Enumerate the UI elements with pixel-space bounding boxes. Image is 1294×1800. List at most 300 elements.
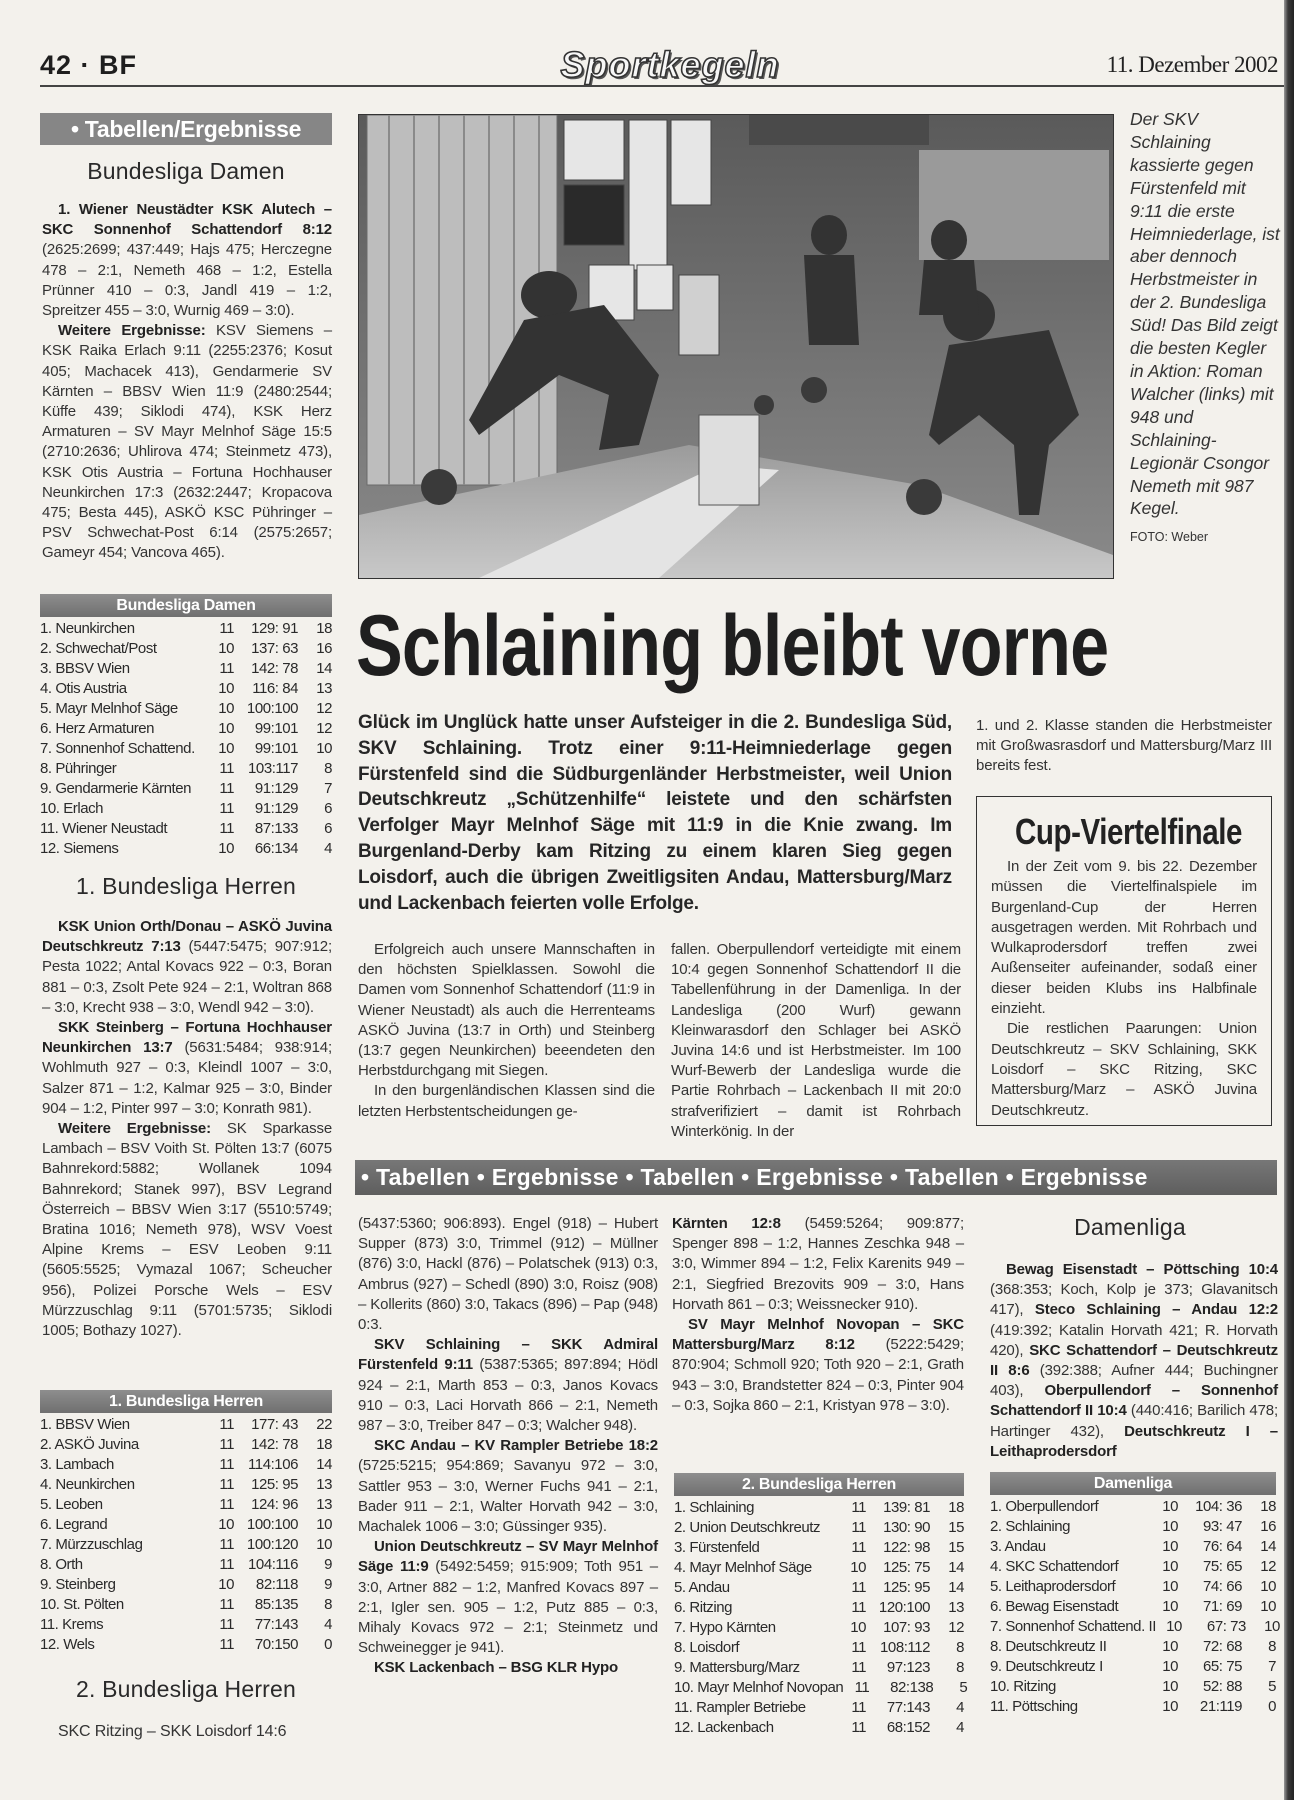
bold-text-run: SKK Steinberg – Fortuna Hochhauser Neunkirchen 13:7 <box>42 1019 332 1057</box>
team-name: 9. Deutschkreutz I <box>990 1658 1103 1675</box>
bold-text-run: Oberpullendorf – Sonnenhof Schattendorf II 10:4 <box>990 1382 1278 1420</box>
games-played: 11 <box>851 1699 866 1716</box>
table-bundesliga-damen <box>40 594 332 859</box>
table-row <box>40 1495 332 1515</box>
points: 7 <box>324 780 332 797</box>
games-played: 11 <box>219 1496 234 1513</box>
games-played: 11 <box>219 1436 234 1453</box>
games-played: 11 <box>219 1416 234 1433</box>
points: 16 <box>1260 1518 1276 1535</box>
score: 74: 66 <box>1202 1578 1242 1595</box>
points: 10 <box>1264 1618 1280 1635</box>
points: 18 <box>316 1436 332 1453</box>
cup-text <box>991 857 1257 1121</box>
games-played: 11 <box>219 800 234 817</box>
points: 12 <box>316 720 332 737</box>
games-played: 11 <box>219 1616 234 1633</box>
paragraph <box>991 1019 1257 1120</box>
text-run: In der Zeit vom 9. bis 22. Dezember müssen die Viertelfinalspiele im Burgenland-Cup der Herren ausgetragen werden. Mit Rohrbach und Wulkaprodersdorf treffen zwei Außenseiter aufeinander, sodaß einer dieser beiden Klubs ins Halbfinale einzieht. <box>991 858 1257 1018</box>
text-run: (5387:5365; 897:894; Hödl 924 – 2:1, Marth 853 – 0:3, Janos Kovacs 910 – 0:3, Laci Horvath 866 – 2:1, Nemeth 987 – 3:0, Treiber 847 – 0:3; Walcher 948). <box>358 1356 658 1435</box>
table-1-bundesliga-herren <box>40 1390 332 1655</box>
score: 93: 47 <box>1202 1518 1242 1535</box>
paragraph <box>42 1722 332 1742</box>
points: 18 <box>948 1499 964 1516</box>
team-name: 3. Lambach <box>40 1456 114 1473</box>
games-played: 11 <box>854 1679 870 1696</box>
table-row <box>40 699 332 719</box>
table-row <box>40 1435 332 1455</box>
points: 13 <box>948 1599 964 1616</box>
bold-text-run: Deutschkreutz I – Leithaprodersdorf <box>990 1422 1278 1460</box>
points: 4 <box>956 1719 964 1736</box>
kicker-tabellen-ergebnisse: • Tabellen/Ergebnisse <box>40 113 332 145</box>
bold-text-run: KSK Lackenbach – BSG KLR Hypo <box>374 1659 619 1677</box>
games-played: 11 <box>851 1639 866 1656</box>
paragraph <box>358 940 655 1081</box>
table-row <box>40 1635 332 1655</box>
games-played: 10 <box>850 1559 866 1576</box>
games-played: 10 <box>1162 1678 1178 1695</box>
text-run: (440:416; Barilich 478; Hartinger 432), <box>990 1402 1278 1440</box>
score: 104:116 <box>248 1556 298 1573</box>
table-row <box>990 1677 1276 1697</box>
score: 82:138 <box>890 1679 934 1696</box>
points: 18 <box>316 620 332 637</box>
score: 91:129 <box>254 780 298 797</box>
games-played: 10 <box>218 1576 234 1593</box>
team-name: 10. Erlach <box>40 800 104 817</box>
team-name: 10. Ritzing <box>990 1678 1056 1695</box>
table-row <box>674 1598 964 1618</box>
points: 8 <box>324 760 332 777</box>
bold-text-run: Weitere Ergebnisse: <box>58 322 206 340</box>
points: 12 <box>1260 1558 1276 1575</box>
team-name: 2. Schlaining <box>990 1518 1071 1535</box>
photo-caption <box>1130 108 1282 549</box>
score: 99:101 <box>254 720 298 737</box>
section-title: Sportkegeln <box>560 44 780 85</box>
team-name: 6. Legrand <box>40 1516 108 1533</box>
score: 125: 95 <box>883 1579 930 1596</box>
points: 10 <box>316 740 332 757</box>
table-row <box>674 1718 964 1738</box>
paragraph <box>672 1315 964 1416</box>
points: 6 <box>324 800 332 817</box>
team-name: 8. Orth <box>40 1556 83 1573</box>
table-row <box>40 1455 332 1475</box>
team-name: 6. Herz Armaturen <box>40 720 155 737</box>
team-name: 7. Sonnenhof Schattend. <box>40 740 195 757</box>
games-played: 10 <box>218 840 234 857</box>
games-played: 11 <box>219 760 234 777</box>
bold-text-run: 1. Wiener Neustädter KSK Alutech – SKC Sonnenhof Schattendorf 8:12 <box>42 201 332 239</box>
team-name: 11. Rampler Betriebe <box>674 1699 806 1716</box>
points: 0 <box>1268 1698 1276 1715</box>
games-played: 11 <box>851 1499 866 1516</box>
points: 14 <box>948 1579 964 1596</box>
points: 14 <box>316 1456 332 1473</box>
score: 52: 88 <box>1202 1678 1242 1695</box>
paragraph <box>976 716 1272 777</box>
bold-text-run: Steco Schlaining – Andau 12:2 <box>1034 1301 1278 1319</box>
text-run: In den burgenländischen Klassen sind die letzten Herbstentscheidungen ge- <box>358 1082 655 1120</box>
games-played: 10 <box>218 680 234 697</box>
score: 71: 69 <box>1202 1598 1242 1615</box>
team-name: 9. Mattersburg/Marz <box>674 1659 800 1676</box>
team-name: 11. Krems <box>40 1616 104 1633</box>
points: 12 <box>316 700 332 717</box>
points: 14 <box>316 660 332 677</box>
games-played: 10 <box>1162 1518 1178 1535</box>
score: 177: 43 <box>251 1416 298 1433</box>
team-name: 11. Pöttsching <box>990 1698 1078 1715</box>
table-row <box>674 1678 968 1698</box>
games-played: 10 <box>850 1619 866 1636</box>
paragraph <box>358 1658 658 1678</box>
team-name: 8. Pühringer <box>40 760 117 777</box>
results-bundesliga-damen <box>42 200 332 564</box>
bold-text-run: KSK Union Orth/Donau – ASKÖ Juvina Deutschkreutz 7:13 <box>42 918 332 956</box>
paragraph <box>42 1119 332 1341</box>
score: 72: 68 <box>1202 1638 1242 1655</box>
points: 8 <box>956 1659 964 1676</box>
text-run: (5222:5429; 870:904; Schmoll 920; Toth 920 – 2:1, Grath 943 – 3:0, Brandstetter 824 – 0:3, Pinter 904 – 0:3, Sojka 860 – 2:1, Kristyan 978 – 3:0). <box>672 1336 964 1414</box>
score: 77:143 <box>254 1616 298 1633</box>
games-played: 11 <box>219 1636 234 1653</box>
points: 15 <box>948 1519 964 1536</box>
paragraph <box>671 940 961 1142</box>
table-title-bar: Bundesliga Damen <box>40 594 332 617</box>
games-played: 10 <box>1166 1618 1182 1635</box>
text-run: (5437:5360; 906:893). Engel (918) – Hubert Supper (873) 3:0, Trimmel (912) – Müllner (876) 3:0, Hackl (876) – Polatschek (913) 0:3, Ambrus (927) – Schedl (890) 3:0, Roisz (908) – Kollerits (860) 3:0, Takacs (896) – Pap (948) 0:3. <box>358 1215 658 1334</box>
table-title-bar: Damenliga <box>990 1472 1276 1495</box>
score: 114:106 <box>248 1456 298 1473</box>
points: 4 <box>956 1699 964 1716</box>
points: 16 <box>316 640 332 657</box>
paragraph <box>42 1018 332 1119</box>
team-name: 9. Gendarmerie Kärnten <box>40 780 192 797</box>
table-row <box>674 1638 964 1658</box>
ribbon-tabellen-ergebnisse: • Tabellen • Ergebnisse • Tabellen • Ergebnisse • Tabellen • Ergebnisse <box>355 1160 1277 1195</box>
team-name: 3. Fürstenfeld <box>674 1539 760 1556</box>
table-damenliga <box>990 1472 1280 1717</box>
score: 142: 78 <box>251 1436 298 1453</box>
table-row <box>990 1657 1276 1677</box>
table-row <box>990 1597 1276 1617</box>
games-played: 10 <box>218 720 234 737</box>
bold-text-run: SKC Schattendorf – Deutschkreutz II 8:6 <box>990 1341 1278 1380</box>
score: 91:129 <box>254 800 298 817</box>
games-played: 11 <box>219 820 234 837</box>
points: 10 <box>1260 1598 1276 1615</box>
article-body-column-3 <box>976 716 1272 777</box>
score: 124: 96 <box>251 1496 298 1513</box>
table-row <box>40 1575 332 1595</box>
table-row <box>990 1577 1276 1597</box>
table-row <box>40 639 332 659</box>
score: 116: 84 <box>252 680 298 697</box>
points: 10 <box>316 1516 332 1533</box>
paragraph <box>42 321 332 563</box>
bold-text-run: Kärnten 12:8 <box>672 1215 781 1232</box>
points: 14 <box>1260 1538 1276 1555</box>
text-run: (5725:5215; 954:869; Savanyu 972 – 3:0, Sattler 953 – 3:0, Werner Fuchs 941 – 2:1, Bader 911 – 2:1, Walter Horvath 942 – 3:0, Machalek 1006 – 3:0; Güssinger 935). <box>358 1457 658 1536</box>
heading-2-bundesliga-herren: 2. Bundesliga Herren <box>75 1676 297 1702</box>
table-row <box>40 1615 332 1635</box>
heading-1-bundesliga-herren: 1. Bundesliga Herren <box>75 873 297 899</box>
paragraph <box>358 1436 658 1537</box>
score: 120:100 <box>878 1599 930 1616</box>
score: 100:120 <box>246 1536 298 1553</box>
score: 65: 75 <box>1202 1658 1242 1675</box>
team-name: 7. Hypo Kärnten <box>674 1619 776 1636</box>
text-run: Die restlichen Paarungen: Union Deutschkreutz – SKV Schlaining, SKK Loisdorf – SKC Ritzing, SKC Mattersburg/Marz – ASKÖ Juvina Deutschkreutz. <box>991 1020 1257 1119</box>
games-played: 10 <box>1162 1698 1178 1715</box>
article-headline: Schlaining bleibt vorne <box>356 598 1109 694</box>
score: 70:150 <box>254 1636 298 1653</box>
header-rule <box>40 85 1284 87</box>
results-damenliga <box>990 1260 1278 1462</box>
score: 77:143 <box>886 1699 930 1716</box>
games-played: 11 <box>851 1719 866 1736</box>
score: 21:119 <box>1199 1698 1242 1715</box>
table-row <box>40 779 332 799</box>
score: 99:101 <box>254 740 298 757</box>
team-name: 1. Schlaining <box>674 1499 755 1516</box>
team-name: 5. Leoben <box>40 1496 103 1513</box>
bold-text-run: Union Deutschkreutz – SV Mayr Melnhof Säge 11:9 <box>358 1538 658 1576</box>
points: 10 <box>316 1536 332 1553</box>
score: 125: 95 <box>251 1476 298 1493</box>
points: 18 <box>1260 1498 1276 1515</box>
team-name: 12. Wels <box>40 1636 95 1653</box>
table-row <box>674 1698 964 1718</box>
table-row <box>40 739 332 759</box>
points: 8 <box>1268 1638 1276 1655</box>
photo-credit: FOTO: Weber <box>1130 530 1209 545</box>
points: 8 <box>324 1596 332 1613</box>
text-run: (5631:5484; 938:914; Wohlmuth 927 – 0:3, Kleindl 1007 – 3:0, Salzer 871 – 1:2, Kalmar 925 – 3:0, Binder 904 – 1:2, Pinter 997 – 3:0; Konrath 981). <box>42 1039 332 1117</box>
team-name: 2. ASKÖ Juvina <box>40 1436 139 1453</box>
table-row <box>40 839 332 859</box>
games-played: 10 <box>1162 1558 1178 1575</box>
text-run: (2625:2699; 437:449; Hajs 475; Herczegne 478 – 2:1, Nemeth 468 – 1:2, Estella Prünner 410 – 0:3, Jandl 419 – 1:2, Spreitzer 455 – 3:0, Wurnig 469 – 3:0). <box>42 241 332 320</box>
table-row <box>40 1555 332 1575</box>
text-run: KSV Siemens – KSK Raika Erlach 9:11 (2255:2376; Kosut 405; Machacek 413), Gendarmerie SV Kärnten – BBSV Wien 11:9 (2480:2544; Küffe 439; Siklodi 474), KSK Herz Armaturen – SV Mayr Melnhof Säge 15:5 (2710:2636; Uhlirova 474; Steinmetz 473), KSK Otis Austria – Fortuna Hochhauser Neunkirchen 17:3 (2632:2447; Kropacova 475; Besta 445), ASKÖ KSC Pühringer – PSV Schwechat-Post 6:14 (2575:2657; Gameyr 454; Vancova 465). <box>42 322 333 562</box>
games-played: 10 <box>1162 1638 1178 1655</box>
table-row <box>40 1515 332 1535</box>
score: 139: 81 <box>883 1499 930 1516</box>
points: 22 <box>316 1416 332 1433</box>
games-played: 11 <box>219 1536 234 1553</box>
games-played: 11 <box>851 1579 866 1596</box>
score: 97:123 <box>886 1659 930 1676</box>
score: 142: 78 <box>251 660 298 677</box>
table-row <box>40 1475 332 1495</box>
points: 10 <box>1260 1578 1276 1595</box>
team-name: 4. Mayr Melnhof Säge <box>674 1559 812 1576</box>
points: 13 <box>316 1496 332 1513</box>
paragraph <box>358 1537 658 1658</box>
text-run: (5459:5264; 909:877; Spenger 898 – 1:2, Hannes Zeschka 948 – 3:0, Wimmer 894 – 1:2, Felix Karenits 949 – 2:1, Siegfried Brezovits 909 – 3:0, Hans Horvath 861 – 0:3; Weissnecker 910). <box>672 1215 964 1313</box>
score: 67: 73 <box>1206 1618 1246 1635</box>
bold-text-run: SKV Schlaining – SKK Admiral Fürstenfeld 9:11 <box>358 1336 658 1374</box>
table-row <box>674 1558 964 1578</box>
table-row <box>674 1518 964 1538</box>
paragraph <box>42 200 332 321</box>
games-played: 11 <box>219 620 234 637</box>
games-played: 10 <box>218 700 234 717</box>
paragraph <box>42 917 332 1018</box>
table-row <box>674 1498 964 1518</box>
points: 14 <box>948 1559 964 1576</box>
table-title-bar: 2. Bundesliga Herren <box>674 1473 964 1496</box>
team-name: 8. Deutschkreutz II <box>990 1638 1107 1655</box>
score: 103:117 <box>248 760 298 777</box>
team-name: 11. Wiener Neustadt <box>40 820 168 837</box>
team-name: 9. Steinberg <box>40 1576 116 1593</box>
team-name: 3. BBSV Wien <box>40 660 130 677</box>
score: 87:133 <box>254 820 298 837</box>
points: 4 <box>324 840 332 857</box>
team-name: 4. Neunkirchen <box>40 1476 135 1493</box>
results-2-bundesliga-herren-start <box>42 1722 332 1742</box>
team-name: 3. Andau <box>990 1538 1046 1555</box>
table-title-bar: 1. Bundesliga Herren <box>40 1390 332 1413</box>
points: 9 <box>324 1576 332 1593</box>
points: 7 <box>1268 1658 1276 1675</box>
games-played: 11 <box>219 780 234 797</box>
score: 76: 64 <box>1202 1538 1242 1555</box>
page-edge-shadow <box>1284 0 1294 1800</box>
games-played: 11 <box>219 1596 234 1613</box>
points: 13 <box>316 680 332 697</box>
text-run: 1. und 2. Klasse standen die Herbstmeister mit Großwasrasdorf und Mattersburg/Marz III bereits fest. <box>976 717 1272 775</box>
table-row <box>40 619 332 639</box>
points: 0 <box>324 1636 332 1653</box>
team-name: 10. Mayr Melnhof Novopan <box>674 1679 844 1696</box>
results-2-bundesliga-column-2 <box>672 1214 964 1416</box>
score: 137: 63 <box>251 640 298 657</box>
text-run: (392:388; Aufner 444; Buchingner 403), <box>990 1362 1278 1400</box>
team-name: 4. SKC Schattendorf <box>990 1558 1119 1575</box>
table-row <box>40 759 332 779</box>
points: 13 <box>316 1476 332 1493</box>
table-row <box>40 799 332 819</box>
bold-text-run: Weitere Ergebnisse: <box>58 1120 211 1138</box>
table-row <box>990 1557 1276 1577</box>
article-lead: Glück im Unglück hatte unser Aufsteiger in die 2. Bundesliga Süd, SKV Schlaining. Trotz einer 9:11-Heimniederlage gegen Fürstenfeld sind die Südburgenländer Herbstmeister, weil Union Deutschkreutz „Schützenhilfe“ leistete und den schärfsten Verfolger Mayr Melnhof Säge mit 11:9 in die Knie zwang. Im Burgenland-Derby kam Ritzing zu einem klaren Sieg gegen Loisdorf, auch die übrigen Zweitligsiten Andau, Mattersburg/Marz und Lackenbach feierten volle Erfolge. <box>358 712 952 914</box>
games-played: 10 <box>1162 1538 1178 1555</box>
table-row <box>40 659 332 679</box>
table-row <box>990 1697 1276 1717</box>
bold-text-run: Bewag Eisenstadt – Pöttsching 10:4 <box>1006 1261 1278 1278</box>
article-body-column-2 <box>671 940 961 1142</box>
paragraph <box>358 1214 658 1335</box>
games-played: 11 <box>851 1599 866 1616</box>
score: 130: 90 <box>883 1519 930 1536</box>
photo-image <box>359 115 1113 578</box>
games-played: 10 <box>1162 1498 1178 1515</box>
table-row <box>40 1595 332 1615</box>
caption-text: Der SKV Schlaining kassierte gegen Fürstenfeld mit 9:11 die erste Heimniederlage, ist aber dennoch Herbstmeister in der 2. Bundesliga Süd! Das Bild zeigt die besten Kegler in Aktion: Roman Walcher (links) mit 948 und Schlaining-Legionär Csongor Nemeth mit 987 Kegel. <box>1130 109 1280 519</box>
team-name: 6. Bewag Eisenstadt <box>990 1598 1119 1615</box>
table-row <box>40 679 332 699</box>
table-row <box>40 1535 332 1555</box>
team-name: 7. Mürzzuschlag <box>40 1536 143 1553</box>
paragraph <box>358 1335 658 1436</box>
table-row <box>674 1658 964 1678</box>
photo-bowlers-in-action <box>358 114 1114 579</box>
cup-viertelfinale-box <box>976 796 1272 1126</box>
team-name: 5. Andau <box>674 1579 730 1596</box>
points: 4 <box>324 1616 332 1633</box>
score: 104: 36 <box>1195 1498 1242 1515</box>
text-run: (419:392; Katalin Horvath 421; R. Horvath 420), <box>990 1321 1278 1359</box>
score: 107: 93 <box>883 1619 930 1636</box>
games-played: 11 <box>851 1519 866 1536</box>
team-name: 2. Schwechat/Post <box>40 640 157 657</box>
score: 66:134 <box>254 840 298 857</box>
score: 68:152 <box>886 1719 930 1736</box>
results-2-bundesliga-column-1 <box>358 1214 658 1679</box>
games-played: 11 <box>851 1659 866 1676</box>
games-played: 11 <box>219 1556 234 1573</box>
team-name: 4. Otis Austria <box>40 680 127 697</box>
bold-text-run: SV Mayr Melnhof Novopan – SKC Mattersburg/Marz 8:12 <box>672 1316 964 1354</box>
score: 129: 91 <box>251 620 298 637</box>
team-name: 1. Oberpullendorf <box>990 1498 1099 1515</box>
table-row <box>40 819 332 839</box>
paragraph <box>991 857 1257 1019</box>
cup-title: Cup-Viertelfinale <box>1014 811 1243 852</box>
games-played: 11 <box>219 1476 234 1493</box>
score: 75: 65 <box>1202 1558 1242 1575</box>
score: 82:118 <box>255 1576 298 1593</box>
score: 125: 75 <box>883 1559 930 1576</box>
points: 9 <box>324 1556 332 1573</box>
heading-bundesliga-damen: Bundesliga Damen <box>87 158 285 184</box>
team-name: 12. Lackenbach <box>674 1719 774 1736</box>
table-2-bundesliga-herren <box>674 1473 968 1738</box>
table-row <box>674 1618 964 1638</box>
points: 15 <box>948 1539 964 1556</box>
games-played: 10 <box>218 640 234 657</box>
games-played: 10 <box>218 740 234 757</box>
team-name: 6. Ritzing <box>674 1599 733 1616</box>
team-name: 5. Mayr Melnhof Säge <box>40 700 178 717</box>
team-name: 5. Leithaprodersdorf <box>990 1578 1116 1595</box>
team-name: 1. BBSV Wien <box>40 1416 130 1433</box>
text-run: SK Sparkasse Lambach – BSV Voith St. Pölten 13:7 (6075 Bahnrekord:5882; Wollanek 1094 Bahnrekord; Stanek 997), BSV Legrand Österreich – BBSV Wien 3:17 (5510:5749; Bratina 1016; Nemeth 978), WSV Voest Alpine Krems – ESV Leoben 9:11 (5605:5525; Vymazal 1067; Scheucher 956), Polizei Porsche Wels – ESV Mürzzuschlag 9:11 (5701:5735; Siklodi 1005; Bothazy 1027). <box>42 1120 333 1340</box>
games-played: 11 <box>851 1539 866 1556</box>
text-run: Erfolgreich auch unsere Mannschaften in den höchsten Spielklassen. Sowohl die Damen vom Sonnenhof Schattendorf (11:9 in Wiener Neustadt) als auch die Herrenteams ASKÖ Juvina (13:7 in Orth) und Steinberg (13:7 gegen Neunkirchen) beeendeten den Herbstdurchgang mit Siegen. <box>358 941 655 1080</box>
text-run: SKC Ritzing – SKK Loisdorf 14:6 <box>58 1723 287 1740</box>
issue-date: 11. Dezember 2002 <box>1106 52 1278 77</box>
team-name: 2. Union Deutschkreutz <box>674 1519 821 1536</box>
table-row <box>40 719 332 739</box>
points: 6 <box>324 820 332 837</box>
score: 85:135 <box>254 1596 298 1613</box>
table-row <box>990 1637 1276 1657</box>
table-row <box>990 1537 1276 1557</box>
games-played: 11 <box>219 660 234 677</box>
heading-damenliga: Damenliga <box>1074 1214 1186 1240</box>
text-run: fallen. Oberpullendorf verteidigte mit einem 10:4 gegen Sonnenhof Schattendorf II die Tabellenführung in der Damenliga. In der Landesliga (200 Wurf) gewann Kleinwarasdorf den Schlager bei ASKÖ Juvina 14:6 und ist Herbstmeister. Im 100 Wurf-Bewerb der Landesliga wurde die Partie Rohrbach – Lackenbach II mit 20:0 strafverifiziert – damit ist Rohrbach Winterkönig. In der <box>671 941 961 1140</box>
games-played: 11 <box>219 1456 234 1473</box>
points: 8 <box>956 1639 964 1656</box>
points: 12 <box>948 1619 964 1636</box>
